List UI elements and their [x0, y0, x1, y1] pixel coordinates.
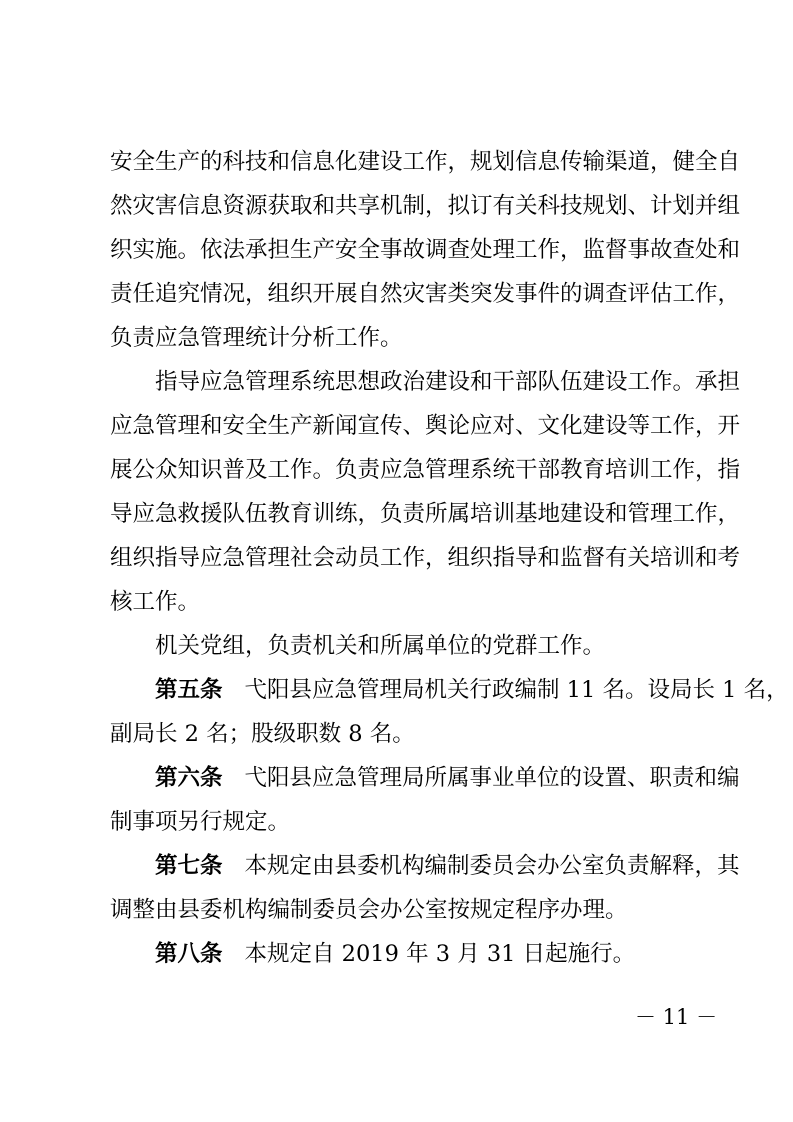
article-7-text: 本规定由县委机构编制委员会办公室负责解释，其	[244, 853, 740, 879]
article-5-line: 副局长 2 名；股级职数 8 名。	[110, 721, 415, 747]
article-5-line	[155, 675, 789, 705]
paragraph-line: 核工作。	[110, 589, 201, 615]
paragraph-line: 展公众知识普及工作。负责应急管理系统干部教育培训工作，指	[110, 457, 741, 483]
article-8-line	[155, 939, 690, 969]
article-8-heading: 第八条	[155, 941, 223, 967]
paragraph-line: 组织指导应急管理社会动员工作，组织指导和监督有关培训和考	[110, 545, 741, 571]
article-6-line: 制事项另行规定。	[110, 809, 291, 835]
paragraph-line: 安全生产的科技和信息化建设工作，规划信息传输渠道，健全自	[110, 149, 741, 175]
article-6-line	[155, 763, 740, 793]
paragraph-line: 指导应急管理系统思想政治建设和干部队伍建设工作。承担	[155, 369, 741, 395]
article-8-text: 本规定自 2019 年 3 月 31 日起施行。	[244, 941, 636, 967]
page-number: － 11 －	[635, 1005, 718, 1029]
paragraph-line: 导应急救援队伍教育训练，负责所属培训基地建设和管理工作，	[110, 501, 741, 527]
paragraph-line: 负责应急管理统计分析工作。	[110, 325, 403, 351]
article-5-heading: 第五条	[155, 677, 223, 703]
article-5-text: 弋阳县应急管理局机关行政编制 11 名。设局长 1 名，	[244, 677, 789, 703]
paragraph-line: 应急管理和安全生产新闻宣传、舆论应对、文化建设等工作，开	[110, 413, 741, 439]
paragraph-line: 然灾害信息资源获取和共享机制，拟订有关科技规划、计划并组	[110, 193, 741, 219]
article-6-text: 弋阳县应急管理局所属事业单位的设置、职责和编	[244, 765, 740, 791]
article-7-line: 调整由县委机构编制委员会办公室按规定程序办理。	[110, 897, 628, 923]
paragraph-line: 织实施。依法承担生产安全事故调查处理工作，监督事故查处和	[110, 237, 741, 263]
article-7-line	[155, 851, 740, 881]
article-7-heading: 第七条	[155, 853, 223, 879]
paragraph-line: 机关党组，负责机关和所属单位的党群工作。	[155, 633, 606, 659]
paragraph-line: 责任追究情况，组织开展自然灾害类突发事件的调查评估工作，	[110, 281, 741, 307]
article-6-heading: 第六条	[155, 765, 223, 791]
